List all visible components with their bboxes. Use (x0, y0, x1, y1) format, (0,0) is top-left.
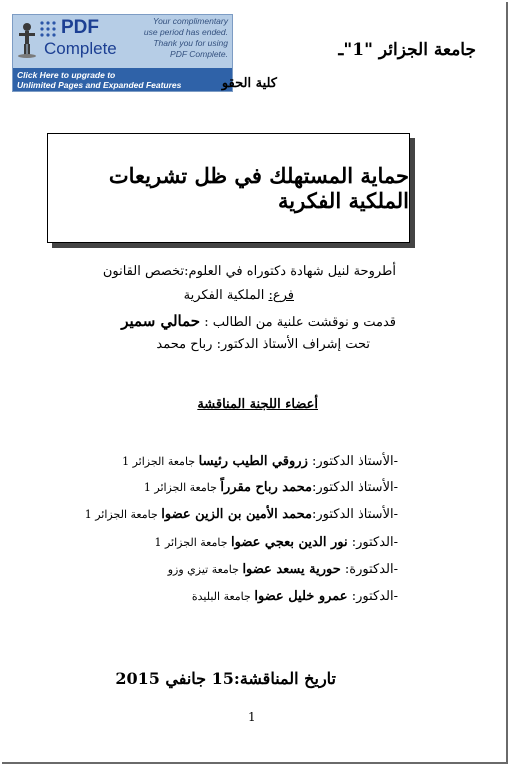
logo-complete-text: Complete (44, 39, 117, 58)
committee-member (168, 562, 398, 577)
degree-line: أطروحة لنيل شهادة دكتوراه في العلوم:تخصص القانون (102, 264, 396, 279)
presented-line (121, 312, 396, 330)
member-name: نور الدين بعجي عضوا (231, 535, 348, 550)
pdf-complete-upgrade-banner[interactable] (12, 14, 233, 92)
person-figure-icon (16, 22, 38, 58)
banner-note-line: PDF Complete. (170, 49, 228, 59)
member-affiliation: جامعة الجزائر 1 (122, 455, 199, 468)
committee-member (154, 535, 398, 550)
pdf-complete-logo (15, 16, 121, 68)
presented-prefix: قدمت و نوقشت علنية من الطالب : (200, 315, 396, 330)
banner-note-line: use period has ended. (143, 27, 228, 37)
member-affiliation: جامعة الجزائر 1 (84, 508, 162, 521)
dotted-pattern-icon (39, 20, 61, 40)
defense-date: تاريخ المناقشة:15 جانفي 2015 (115, 669, 336, 688)
upgrade-link[interactable] (13, 68, 232, 92)
page-number: 1 (248, 710, 256, 724)
member-affiliation: جامعة تيزي وزو (167, 563, 243, 576)
member-name: محمد رباح مقرراً (220, 480, 312, 495)
committee-member (144, 480, 398, 495)
upgrade-link-line: Click Here to upgrade to (17, 70, 116, 80)
member-affiliation: جامعة الجزائر 1 (154, 536, 231, 549)
member-title: -الأستاذ الدكتور: (307, 454, 398, 469)
branch-value: الملكية الفكرية (183, 288, 269, 303)
member-title: -الدكتور: (347, 535, 398, 550)
committee-member (122, 454, 398, 469)
member-title: -الأستاذ الدكتور: (312, 480, 398, 495)
branch-line (184, 288, 294, 303)
committee-heading: أعضاء اللجنة المناقشة (197, 397, 318, 412)
student-name: حمالي سمير (121, 312, 201, 330)
thesis-title-box (47, 133, 410, 243)
member-name: زروقي الطيب رئيسا (198, 454, 308, 469)
member-name: حورية يسعد عضوا (242, 562, 341, 577)
banner-note-line: Your complimentary (152, 16, 228, 26)
banner-note-line: Thank you for using (153, 38, 228, 48)
member-title: -الأستاذ الدكتور: (312, 507, 398, 522)
banner-note (113, 16, 228, 60)
member-name: محمد الأمين بن الزين عضوا (161, 507, 312, 522)
supervision-line: تحت إشراف الأستاذ الدكتور: رباح محمد (156, 337, 370, 352)
faculty-name: كلية الحقو (221, 76, 277, 91)
university-name: جامعة الجزائر "1"ـ (338, 40, 476, 60)
upgrade-link-line: Unlimited Pages and Expanded Features (17, 80, 182, 90)
thesis-title: حماية المستهلك في ظل تشريعات الملكية الفكرية (108, 163, 409, 213)
member-title: -الدكتورة: (340, 562, 398, 577)
member-name: عمرو خليل عضوا (254, 589, 348, 604)
member-affiliation: جامعة البليدة (191, 590, 255, 603)
committee-member (192, 589, 398, 604)
branch-label: فرع: (268, 288, 294, 303)
member-affiliation: جامعة الجزائر 1 (143, 481, 221, 494)
logo-pdf-text: PDF (61, 17, 99, 38)
member-title: -الدكتور: (347, 589, 398, 604)
committee-member (85, 507, 398, 522)
document-page (2, 2, 508, 764)
